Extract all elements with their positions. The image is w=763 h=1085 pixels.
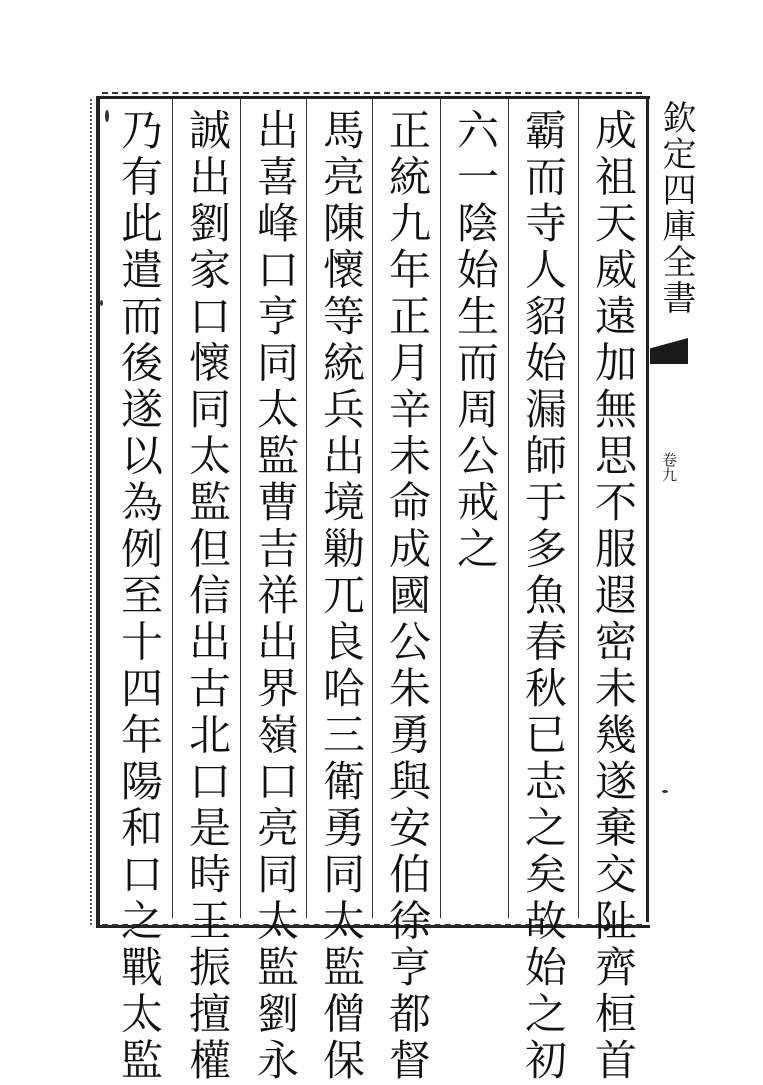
- volume-label: 卷九: [660, 452, 678, 482]
- column-text: 出喜峰口亨同太監曹吉祥出界嶺口亮同太監劉永: [251, 108, 300, 1085]
- text-column-3: [450, 98, 500, 918]
- column-rule: [372, 98, 373, 918]
- text-column-2: [518, 98, 568, 1085]
- text-column-7: [182, 98, 232, 1085]
- column-rule: [578, 98, 579, 918]
- column-text: 馬亮陳懷等統兵出境勦兀良哈三衛勇同太監僧保: [317, 108, 366, 1085]
- ink-speck: [662, 790, 668, 793]
- column-text: 六一陰始生而周公戒之: [451, 108, 500, 573]
- column-rule: [240, 98, 241, 918]
- ink-speck: [100, 300, 103, 306]
- ink-speck: [105, 110, 109, 122]
- column-text: 乃有此遣而後遂以為例至十四年陽和口之戰太監: [115, 108, 164, 1085]
- column-text: 霸而寺人貂始漏師于多魚春秋已志之矣故始之初: [519, 108, 568, 1085]
- column-rule: [172, 98, 173, 918]
- column-rule: [508, 98, 509, 918]
- column-rule: [440, 98, 441, 918]
- column-text: 正統九年正月辛未命成國公朱勇與安伯徐亨都督: [383, 108, 432, 1085]
- text-column-8: [114, 98, 164, 1085]
- book-title: 欽定四庫全書: [656, 100, 696, 316]
- text-column-1: [588, 98, 638, 1085]
- text-column-6: [250, 98, 300, 1085]
- column-text: 成祖天威遠加無思不服遐密未幾遂棄交阯齊桓首: [589, 108, 638, 1085]
- text-column-5: [316, 98, 366, 1085]
- text-column-4: [382, 98, 432, 1085]
- column-rule: [306, 98, 307, 918]
- column-text: 誠出劉家口懷同太監但信出古北口是時王振擅權: [183, 108, 232, 1085]
